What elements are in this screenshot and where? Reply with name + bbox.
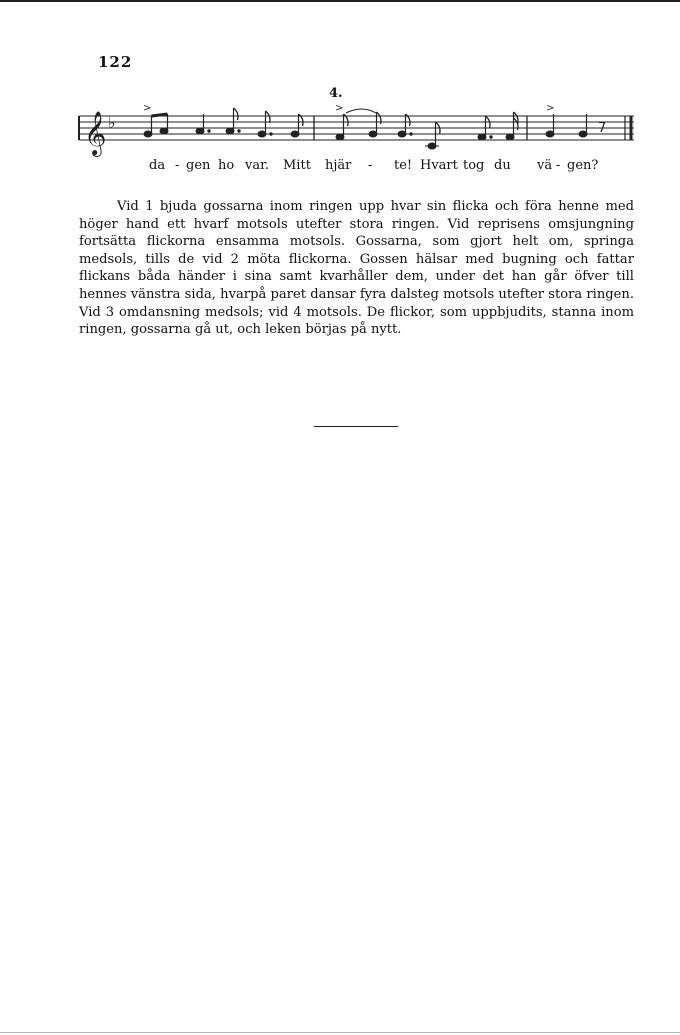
note	[546, 131, 554, 137]
note	[369, 131, 377, 137]
note	[506, 134, 514, 140]
lyric-syllable: Hvart	[420, 158, 458, 173]
note	[160, 128, 168, 134]
measure-2	[335, 103, 518, 149]
note	[226, 128, 234, 134]
paragraph: Vid 1 bjuda gossarna inom ringen upp hvar sin flicka och föra henne med höger hand ett hvarf motsols utefter stora ringen. Vid reprisens omsjungning fortsätta flickorna ensamma motsols. Gossarna, som gjort helt om, springa medsols, tills de vid 2 möta flickorna. Gossen hälsar med bugning och fattar flickans båda händer i sina samt kvarhåller dem, under det han går öfver till hennes vänstra sida, hvarpå paret dansar fyra dalsteg motsols utefter stora ringen. Vid 3 omdansning medsols; vid 4 motsols. De flickor, som uppbjudits, stanna inom ringen, gossarna gå ut, och leken börjas på nytt.	[79, 199, 634, 338]
note	[336, 134, 344, 140]
lyric-syllable: ho	[218, 158, 235, 173]
lyric-syllable: te!	[394, 158, 413, 173]
lyrics-line	[0, 158, 680, 178]
lyric-syllable: var.	[245, 158, 270, 173]
lyric-syllable: Mitt	[283, 158, 311, 173]
measure-3	[546, 103, 606, 137]
flat-icon: ♭	[108, 113, 116, 132]
measure-1	[143, 103, 303, 137]
note	[478, 134, 486, 140]
lyric-syllable: gen?	[567, 158, 599, 173]
lyric-syllable: -	[368, 158, 373, 173]
accent-mark: >	[335, 103, 344, 114]
lyric-syllable: hjär	[325, 158, 352, 173]
page-number: 122	[98, 53, 133, 71]
closing-rule	[314, 426, 398, 427]
lyric-syllable: vä	[537, 158, 553, 173]
note	[144, 131, 152, 137]
accent-mark: >	[143, 103, 152, 114]
note	[398, 131, 406, 137]
section-number: 4.	[329, 86, 343, 101]
accent-mark: >	[546, 103, 555, 114]
note	[196, 128, 204, 134]
note	[258, 131, 266, 137]
eighth-rest-icon: 7	[598, 121, 607, 136]
lyric-syllable: gen	[186, 158, 211, 173]
page-border-bottom	[0, 1032, 680, 1033]
lyric-syllable: da	[149, 158, 166, 173]
lyric-syllable: -	[175, 158, 180, 173]
music-staff	[0, 0, 680, 160]
note	[291, 131, 299, 137]
treble-clef-icon: 𝄞	[84, 111, 107, 155]
lyric-syllable: du	[494, 158, 511, 173]
lyric-syllable: -	[556, 158, 561, 173]
lyric-syllable: tog	[463, 158, 485, 173]
body-text	[79, 198, 634, 339]
note	[579, 131, 587, 137]
